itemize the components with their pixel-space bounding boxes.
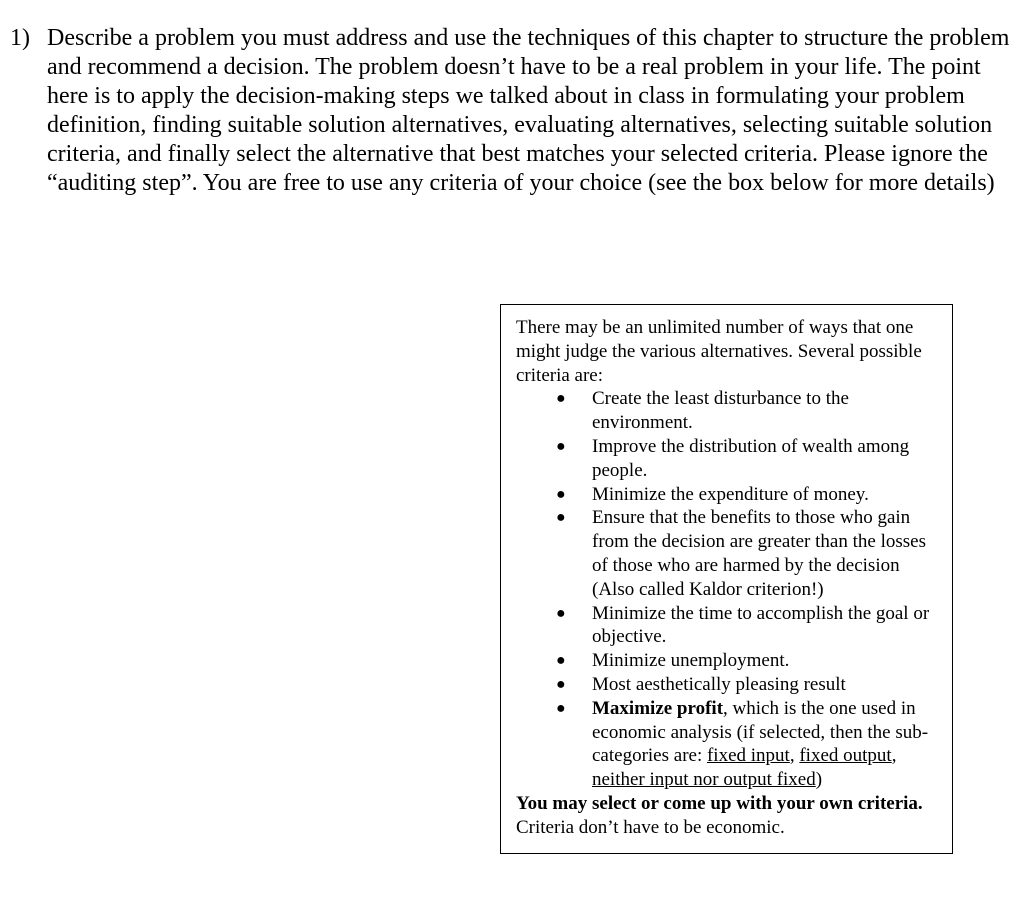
criteria-item bbox=[516, 602, 938, 650]
criteria-item bbox=[516, 483, 938, 507]
bullet-icon: ● bbox=[556, 652, 566, 670]
criteria-box bbox=[500, 304, 953, 854]
criteria-footer bbox=[516, 792, 938, 840]
question-text: Describe a problem you must address and use the techniques of this chapter to structure the problem and recommend a decision. The problem doesn’t have to be a real problem in your life. The point here is to apply the decision-making steps we talked about in class in formulating your problem definition, finding suitable solution alternatives, evaluating alternatives, selecting suitable solution criteria, and finally select the alternative that best matches your selected criteria. Please ignore the “auditing step”. You are free to use any criteria of your choice (see the box below for more details) bbox=[47, 25, 1010, 196]
criteria-item bbox=[516, 673, 938, 697]
sub-category-fixed-input: fixed input bbox=[706, 745, 790, 767]
criteria-intro: There may be an unlimited number of ways that one might judge the various alternatives. Several possible criteria are: bbox=[516, 317, 922, 386]
bullet-icon: ● bbox=[556, 699, 566, 717]
bullet-icon: ● bbox=[556, 437, 566, 455]
criteria-item-profit bbox=[516, 697, 938, 792]
criteria-item bbox=[516, 387, 938, 435]
bullet-icon: ● bbox=[556, 604, 566, 622]
bullet-icon: ● bbox=[556, 485, 566, 503]
profit-closing: ) bbox=[815, 769, 823, 791]
criteria-list bbox=[516, 387, 938, 792]
criteria-item-text: Minimize the expenditure of money. bbox=[592, 483, 869, 505]
footer-text: Criteria don’t have to be economic. bbox=[516, 816, 785, 838]
criteria-item-text: Most aesthetically pleasing result bbox=[592, 673, 846, 695]
profit-lead: Maximize profit bbox=[592, 697, 724, 719]
criteria-item bbox=[516, 506, 938, 601]
separator: , bbox=[789, 745, 800, 767]
footer-bold-text: You may select or come up with your own criteria. bbox=[516, 792, 923, 814]
profit-text: , which is the one used in economic analysis (if selected, then the sub-categories are: bbox=[592, 697, 929, 767]
criteria-item-text: Ensure that the benefits to those who gain from the decision are greater than the losses of those who are harmed by the decision (Also called Kaldor criterion!) bbox=[592, 507, 926, 600]
criteria-item-text: Minimize unemployment. bbox=[592, 650, 790, 672]
question-number: 1) bbox=[10, 25, 30, 51]
sub-category-fixed-output: fixed output bbox=[799, 745, 892, 767]
criteria-item-text: Improve the distribution of wealth among people. bbox=[592, 435, 910, 481]
separator: , bbox=[891, 745, 897, 767]
criteria-item bbox=[516, 649, 938, 673]
sub-category-neither-fixed: neither input nor output fixed bbox=[592, 769, 816, 791]
criteria-item-text: Create the least disturbance to the environment. bbox=[592, 388, 849, 434]
criteria-item-text: Minimize the time to accomplish the goal or objective. bbox=[592, 602, 930, 648]
question-1 bbox=[10, 24, 1010, 198]
bullet-icon: ● bbox=[556, 390, 566, 408]
criteria-item bbox=[516, 435, 938, 483]
bullet-icon: ● bbox=[556, 509, 566, 527]
bullet-icon: ● bbox=[556, 675, 566, 693]
